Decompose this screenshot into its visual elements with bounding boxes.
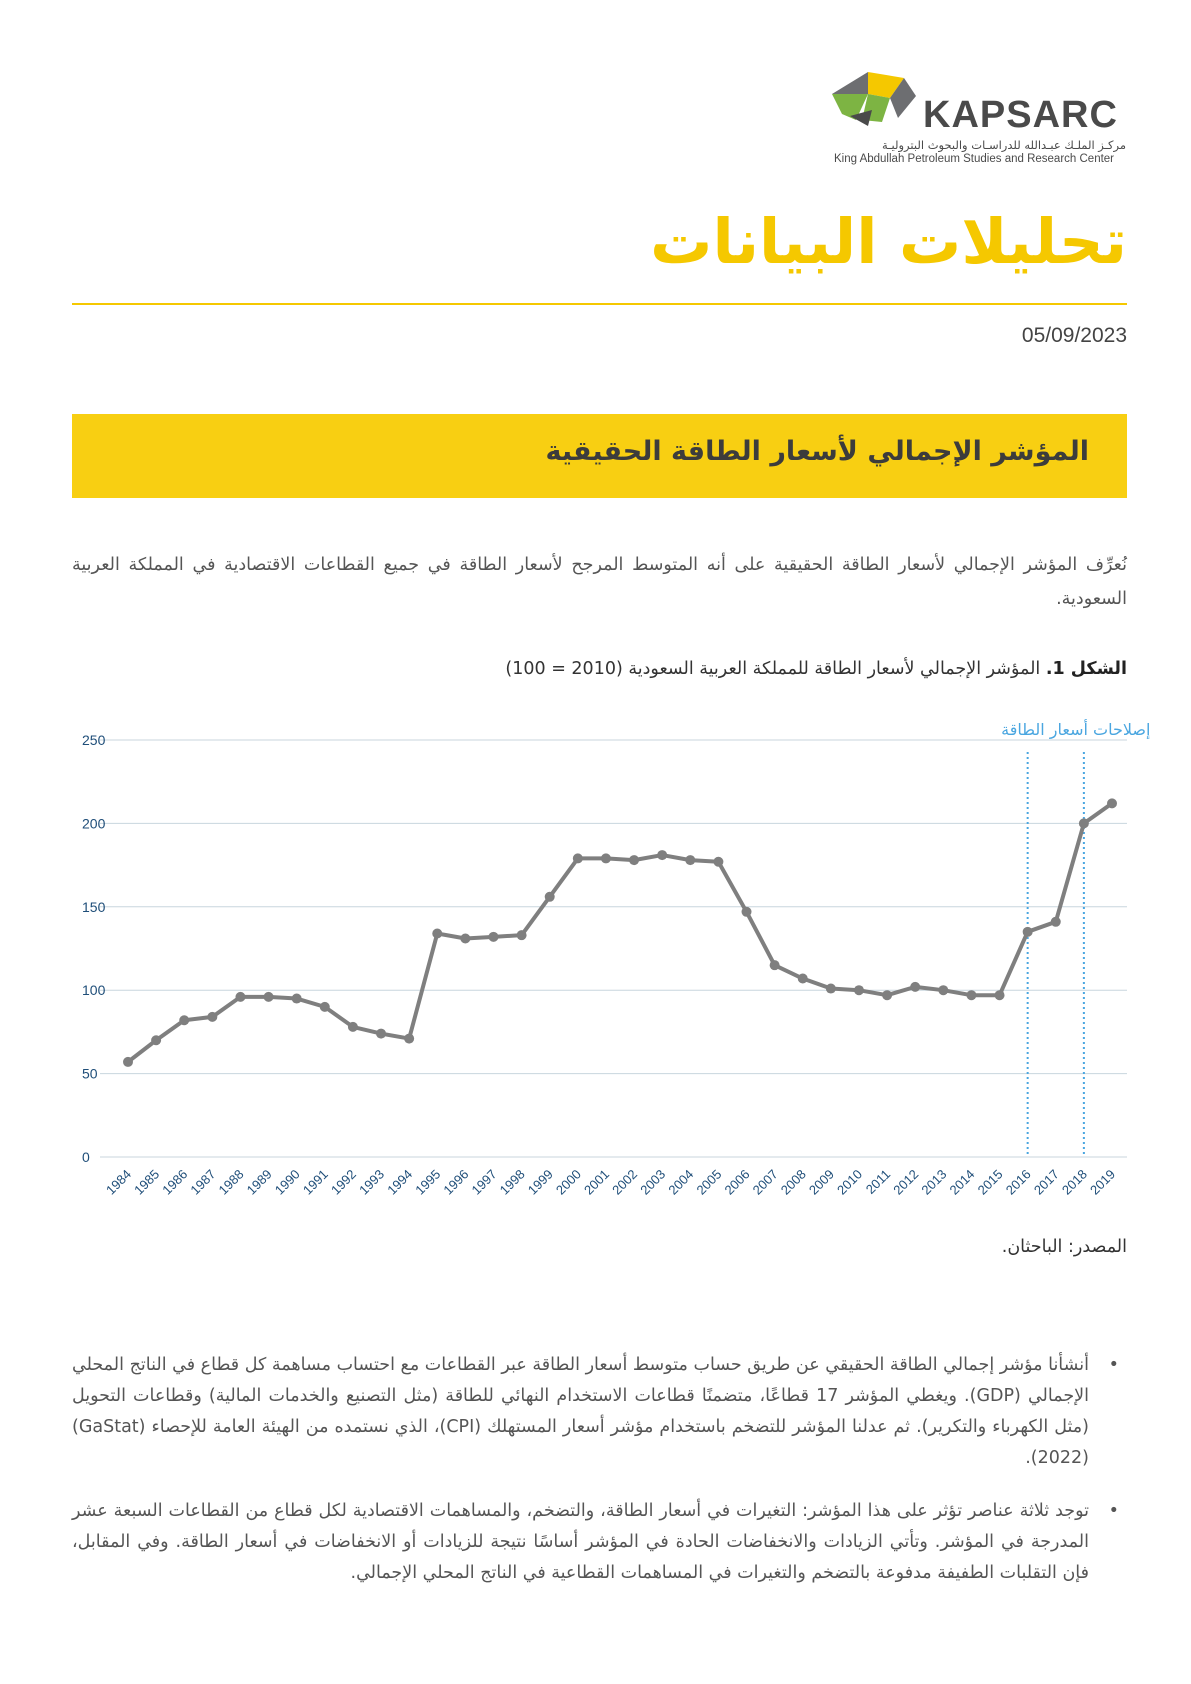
x-tick-label: 1989 xyxy=(243,1166,275,1198)
x-tick-label: 2001 xyxy=(581,1166,613,1198)
data-point xyxy=(292,994,302,1004)
x-tick-label: 1999 xyxy=(524,1166,556,1198)
kapsarc-logo xyxy=(828,68,1128,168)
page-title: تحليلات البيانات xyxy=(650,205,1127,278)
data-point xyxy=(207,1012,217,1022)
logo-arabic-name: مركـز الملـك عبـدالله للدراسـات والبحوث البتروليـة xyxy=(882,138,1126,152)
logo-mark-icon xyxy=(828,68,920,138)
logo-english-name: King Abdullah Petroleum Studies and Research Center xyxy=(834,153,1115,165)
y-tick-label: 250 xyxy=(82,732,106,748)
y-tick-label: 50 xyxy=(82,1065,98,1082)
data-point xyxy=(742,907,752,917)
x-tick-label: 1988 xyxy=(215,1166,247,1198)
series-line xyxy=(128,803,1112,1062)
x-tick-label: 1997 xyxy=(468,1166,500,1198)
x-tick-label: 2005 xyxy=(693,1166,725,1198)
x-tick-label: 2018 xyxy=(1058,1166,1091,1198)
data-point xyxy=(995,990,1005,1000)
data-point xyxy=(1051,917,1061,927)
x-tick-label: 1998 xyxy=(496,1166,528,1198)
data-point xyxy=(545,892,555,902)
intro-paragraph: نُعرِّف المؤشر الإجمالي لأسعار الطاقة الحقيقية على أنه المتوسط المرجح لأسعار الطاقة في جميع القطاعات الاقتصادية في المملكة العربية السعودية. xyxy=(72,555,1127,609)
bullet-text: توجد ثلاثة عناصر تؤثر على هذا المؤشر: التغيرات في أسعار الطاقة، والتضخم، والمساهمات الاقتصادية لكل قطاع من القطاعات السبعة عشر المدرجة في المؤشر. وتأتي الزيادات والانخفاضات الحادة في المؤشر أساسًا نتيجة للزيادات أو الانخفاضات في أسعار الطاقة. وفي المقابل، فإن التقلبات الطفيفة مدفوعة بالتضخم والتغيرات في المساهمات القطاعية في الناتج المحلي الإجمالي. xyxy=(72,1501,1089,1583)
x-tick-label: 1986 xyxy=(159,1166,191,1198)
data-point xyxy=(798,974,808,984)
x-tick-label: 2019 xyxy=(1087,1166,1119,1198)
x-tick-label: 2017 xyxy=(1030,1166,1062,1198)
title-divider xyxy=(72,303,1127,305)
data-point xyxy=(713,857,723,867)
x-tick-label: 2002 xyxy=(609,1166,641,1198)
data-point xyxy=(488,932,498,942)
figure-source: المصدر: الباحثان. xyxy=(1001,1237,1127,1257)
x-tick-label: 2011 xyxy=(862,1166,894,1197)
x-tick-label: 2015 xyxy=(974,1166,1006,1198)
x-tick-label: 1996 xyxy=(440,1166,472,1198)
data-point xyxy=(910,982,920,992)
data-point xyxy=(854,985,864,995)
bullet-text: أنشأنا مؤشر إجمالي الطاقة الحقيقي عن طريق حساب متوسط أسعار الطاقة عبر القطاعات مع احتساب مساهمة كل قطاع في الناتج المحلي الإجمالي (GDP). ويغطي المؤشر 17 قطاعًا، متضمنًا قطاعات الاستخدام النهائي للطاقة (مثل التصنيع والخدمات المالية) وقطاعات التحويل (مثل الكهرباء والتكرير). ثم عدلنا المؤشر للتضخم باستخدام مؤشر أسعار المستهلك (CPI)، الذي نستمده من الهيئة العامة للإحصاء (GaStat) (2022). xyxy=(72,1355,1089,1468)
data-point xyxy=(966,990,976,1000)
data-point xyxy=(179,1015,189,1025)
x-tick-label: 2016 xyxy=(1002,1166,1034,1198)
data-point xyxy=(348,1022,358,1032)
x-tick-label: 2004 xyxy=(665,1166,697,1198)
x-tick-label: 2006 xyxy=(721,1166,753,1198)
bullet-item xyxy=(72,1350,1127,1474)
data-point xyxy=(376,1029,386,1039)
data-point xyxy=(826,984,836,994)
y-tick-label: 200 xyxy=(82,815,106,832)
y-tick-label: 150 xyxy=(82,898,106,915)
data-point xyxy=(460,933,470,943)
x-tick-label: 1984 xyxy=(103,1166,135,1198)
data-point xyxy=(1079,818,1089,828)
x-tick-label: 1990 xyxy=(271,1166,303,1198)
data-point xyxy=(123,1057,133,1067)
data-point xyxy=(657,850,667,860)
data-point xyxy=(882,990,892,1000)
x-tick-label: 2007 xyxy=(749,1166,781,1198)
figure-label: الشكل 1. xyxy=(1045,659,1127,679)
x-tick-label: 1994 xyxy=(384,1166,416,1198)
figure-caption xyxy=(505,659,1127,679)
y-tick-label: 0 xyxy=(82,1149,90,1165)
bullet-dot-icon: • xyxy=(1108,1355,1119,1375)
data-point xyxy=(320,1002,330,1012)
data-point xyxy=(629,855,639,865)
data-point xyxy=(938,985,948,995)
y-tick-label: 100 xyxy=(82,982,106,999)
bullet-item xyxy=(72,1496,1127,1589)
x-tick-label: 2003 xyxy=(637,1166,669,1198)
x-tick-label: 1992 xyxy=(327,1166,360,1198)
data-point xyxy=(770,960,780,970)
bullet-list xyxy=(72,1350,1127,1611)
data-point xyxy=(264,992,274,1002)
data-point xyxy=(235,992,245,1002)
energy-price-index-chart xyxy=(0,700,1191,1220)
x-tick-label: 1993 xyxy=(356,1166,388,1198)
publication-date: 05/09/2023 xyxy=(1021,324,1127,347)
data-point xyxy=(573,853,583,863)
x-tick-label: 2000 xyxy=(552,1166,584,1198)
data-point xyxy=(685,855,695,865)
x-tick-label: 1991 xyxy=(299,1166,331,1198)
data-point xyxy=(517,930,527,940)
section-banner xyxy=(72,414,1127,498)
x-tick-label: 1987 xyxy=(187,1166,219,1198)
annotation-label: إصلاحات أسعار الطاقة xyxy=(1001,720,1151,739)
x-tick-label: 2013 xyxy=(918,1166,950,1198)
x-tick-label: 2010 xyxy=(834,1166,866,1198)
data-point xyxy=(1107,798,1117,808)
x-tick-label: 2008 xyxy=(777,1166,809,1198)
data-point xyxy=(432,928,442,938)
figure-caption-text: المؤشر الإجمالي لأسعار الطاقة للمملكة العربية السعودية (2010 = 100) xyxy=(505,659,1041,679)
data-point xyxy=(404,1034,414,1044)
data-point xyxy=(151,1035,161,1045)
x-tick-label: 2014 xyxy=(946,1166,978,1198)
x-tick-label: 1985 xyxy=(131,1166,163,1198)
logo-wordmark: KAPSARC xyxy=(923,94,1118,136)
bullet-dot-icon: • xyxy=(1108,1501,1119,1521)
section-title: المؤشر الإجمالي لأسعار الطاقة الحقيقية xyxy=(545,436,1089,467)
data-point xyxy=(601,853,611,863)
data-point xyxy=(1023,927,1033,937)
x-tick-label: 2012 xyxy=(890,1166,922,1198)
x-tick-label: 1995 xyxy=(412,1166,444,1198)
x-tick-label: 2009 xyxy=(805,1166,837,1198)
